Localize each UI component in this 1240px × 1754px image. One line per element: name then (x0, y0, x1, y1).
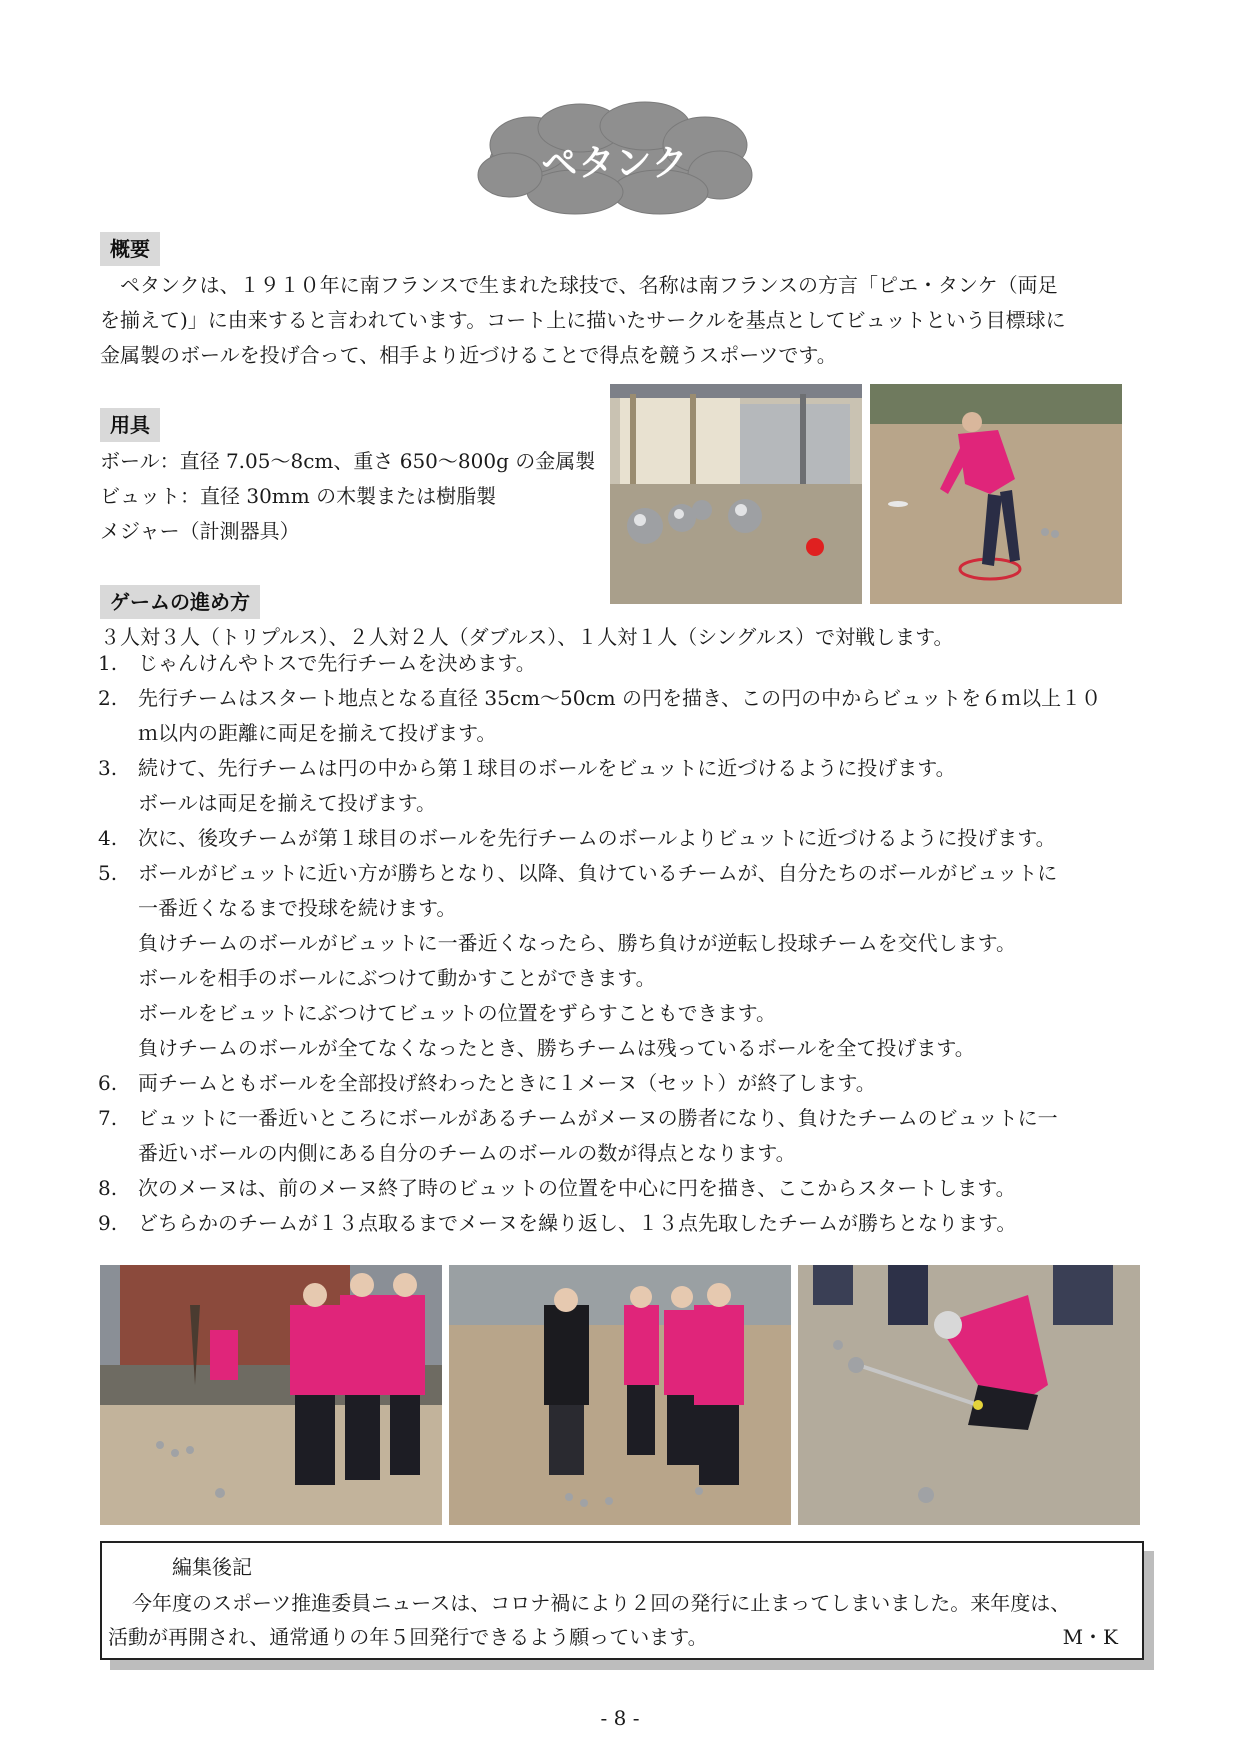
overview-line: を揃えて)」に由来すると言われています。コート上に描いたサークルを基点としてビュットという目標球に (100, 308, 1066, 332)
equipment-list (100, 444, 610, 549)
photo-measuring (798, 1265, 1140, 1525)
step-line: ボールがビュットに近い方が勝ちとなり、以降、負けているチームが、自分たちのボールがビュットに (138, 861, 1058, 885)
step-number: 8. (98, 1176, 118, 1200)
step-number: 1. (98, 651, 118, 675)
game-step (98, 1101, 1148, 1171)
step-line: 次のメーヌは、前のメーヌ終了時のビュットの位置を中心に円を描き、ここからスタートします。 (138, 1176, 1016, 1200)
game-step (98, 1066, 1148, 1101)
postscript-line: 今年度のスポーツ推進委員ニュースは、コロナ禍により２回の発行に止まってしまいました。来年度は、 (132, 1591, 1071, 1615)
step-line: ボールは両足を揃えて投げます。 (138, 791, 436, 815)
step-line: 負けチームのボールがビュットに一番近くなったら、勝ち負けが逆転し投球チームを交代します。 (138, 931, 1016, 955)
step-number: 2. (98, 686, 118, 710)
step-line: ビュットに一番近いところにボールがあるチームがメーヌの勝者になり、負けたチームのビュットに一 (138, 1106, 1058, 1130)
game-intro: ３人対３人（トリプルス）、２人対２人（ダブルス）、１人対１人（シングルス）で対戦します。 (100, 625, 954, 649)
step-line: 先行チームはスタート地点となる直径 35cm～50cm の円を描き、この円の中からビュットを６ｍ以上１０ (138, 686, 1102, 710)
step-line: 続けて、先行チームは円の中から第１球目のボールをビュットに近づけるように投げます。 (138, 756, 956, 780)
postscript-box (100, 1541, 1144, 1660)
page-number: - 8 - (600, 1706, 640, 1730)
step-number: 6. (98, 1071, 118, 1095)
equipment-item: メジャー（計測器具） (100, 519, 300, 543)
step-line: 両チームともボールを全部投げ終わったときに１メーヌ（セット）が終了します。 (138, 1071, 876, 1095)
overview-heading: 概要 (100, 232, 160, 266)
game-step (98, 821, 1148, 856)
postscript-line: 活動が再開され、通常通りの年５回発行できるよう願っています。 (108, 1625, 708, 1649)
step-line: どちらかのチームが１３点取るまでメーヌを繰り返し、１３点先取したチームが勝ちとなります。 (138, 1211, 1017, 1235)
overview-line: ペタンクは、１９１０年に南フランスで生まれた球技で、名称は南フランスの方言「ピエ・タンケ（両足 (100, 273, 1058, 297)
postscript-title: 編集後記 (172, 1555, 252, 1579)
step-line: 次に、後攻チームが第１球目のボールを先行チームのボールよりビュットに近づけるように投げます。 (138, 826, 1056, 850)
step-line: ｍ以内の距離に両足を揃えて投げます。 (138, 721, 497, 745)
photo-group-left (100, 1265, 442, 1525)
equipment-heading: 用具 (100, 408, 160, 442)
photo-throwing (870, 384, 1122, 604)
step-line: ボールを相手のボールにぶつけて動かすことができます。 (138, 966, 656, 990)
equipment-item: ボール：直径 7.05～8cm、重さ 650～800g の金属製 (100, 449, 596, 473)
game-step (98, 681, 1148, 751)
title-cloud (470, 100, 760, 220)
photo-balls (610, 384, 862, 604)
game-step (98, 856, 1148, 1066)
step-line: 一番近くなるまで投球を続けます。 (138, 896, 457, 920)
step-number: 9. (98, 1211, 118, 1235)
overview-text (100, 268, 1150, 373)
step-line: じゃんけんやトスで先行チームを決めます。 (138, 651, 536, 675)
game-step (98, 1206, 1148, 1241)
step-number: 4. (98, 826, 118, 850)
page-title: ペタンク (541, 142, 689, 184)
game-heading: ゲームの進め方 (100, 585, 260, 619)
equipment-item: ビュット：直径 30mm の木製または樹脂製 (100, 484, 497, 508)
step-line: ボールをビュットにぶつけてビュットの位置をずらすこともできます。 (138, 1001, 776, 1025)
overview-line: 金属製のボールを投げ合って、相手より近づけることで得点を競うスポーツです。 (100, 343, 837, 367)
step-number: 3. (98, 756, 118, 780)
step-number: 5. (98, 861, 118, 885)
game-step (98, 646, 1148, 681)
postscript-signature: M・K (1062, 1625, 1118, 1649)
step-line: 負けチームのボールが全てなくなったとき、勝ちチームは残っているボールを全て投げます。 (138, 1036, 975, 1060)
game-step (98, 751, 1148, 821)
photo-group-center (449, 1265, 791, 1525)
step-number: 7. (98, 1106, 118, 1130)
game-step (98, 1171, 1148, 1206)
game-steps (98, 646, 1148, 1241)
step-line: 番近いボールの内側にある自分のチームのボールの数が得点となります。 (138, 1141, 796, 1165)
